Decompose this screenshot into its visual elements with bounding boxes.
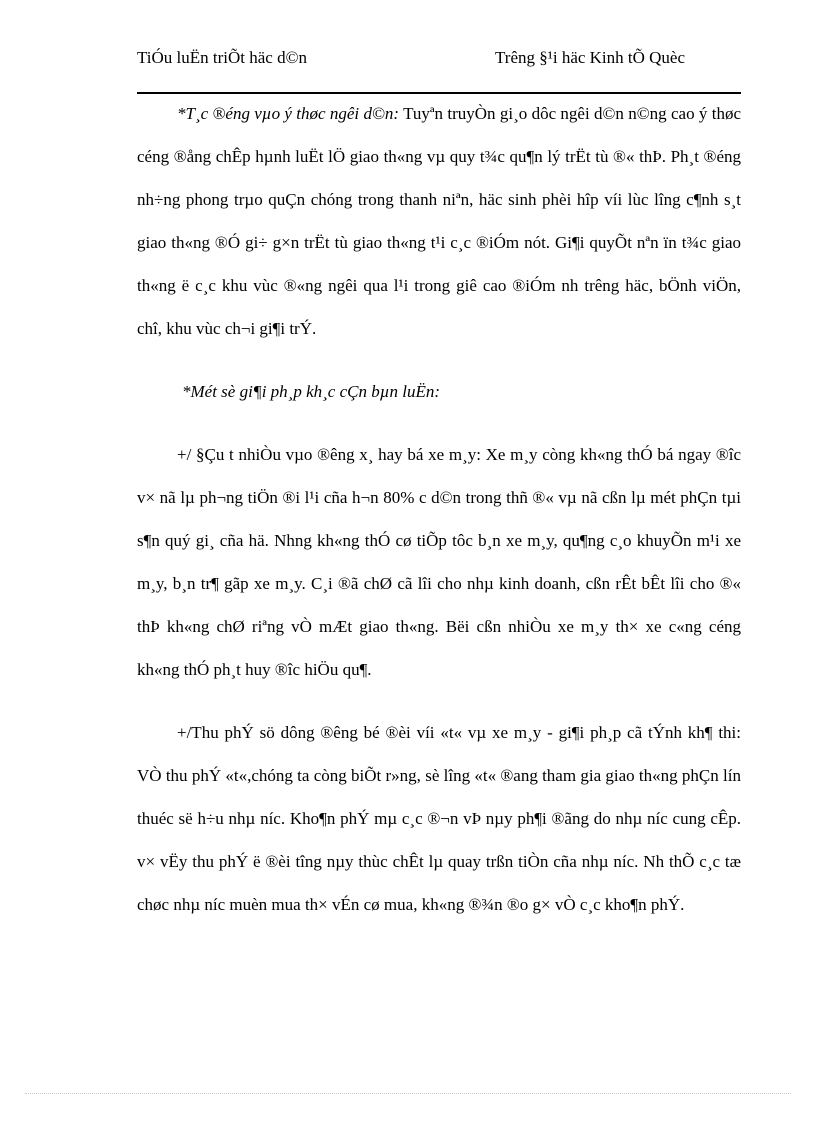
paragraph-motorbikes: +/ §Çu t nhiÒu vµo ®êng x¸ hay bá xe m¸y: Xe m¸y còng kh«ng thÓ bá ngay ®îc v× nã lµ ph¬ng tiÖn ®i l¹i cña h¬n 80% c d©n trong thñ ®« vµ nã cßn lµ mét phÇn tµi s¶n quý gi¸ cña hä. Nhng kh«ng thÓ cø tiÕp tôc b¸n xe m¸y, qu¶ng c¸o khuyÕn m¹i xe m¸y, b¸n tr¶ gãp xe m¸y. C¸i ®ã chØ cã lîi cho nhµ kinh doanh, cßn rÊt bÊt lîi cho ®« thÞ kh«ng chØ riªng vÒ mÆt giao th«ng. Bëi cßn nhiÒu xe m¸y th× xe c«ng céng kh«ng thÓ ph¸t huy ®îc hiÖu qu¶. — [137, 445, 741, 679]
header-left-title: TiÓu luËn triÕt häc d©n — [137, 48, 308, 67]
spacer — [137, 691, 741, 711]
spacer — [137, 350, 741, 370]
page-bottom-dotted-line — [25, 1093, 791, 1094]
paragraph-lead: *T¸c ®éng vµo ý thøc ngêi d©n: — [177, 104, 400, 123]
page-header — [137, 48, 741, 92]
spacer — [137, 413, 741, 433]
body-text — [137, 92, 741, 926]
paragraph-road-fees: +/Thu phÝ sö dông ®êng bé ®èi víi «t« vµ xe m¸y - gi¶i ph¸p cã tÝnh kh¶ thi: VÒ thu phÝ «t«,chóng ta còng biÕt r»ng, sè lîng «t« ®ang tham gia giao th«ng phÇn lín thuéc së h÷u nhµ níc. Kho¶n phÝ mµ c¸c ®¬n vÞ nµy ph¶i ®ãng do nhµ níc cung cÊp. v× vËy thu phÝ ë ®èi tîng nµy thùc chÊt lµ quay trßn tiÒn cña nhµ níc. Nh thÕ c¸c tæ chøc nhµ níc muèn mua th× vÉn cø mua, kh«ng ®¾n ®o g× vÒ c¸c kho¶n phÝ. — [137, 723, 741, 914]
sub-heading: *Mét sè gi¶i ph¸p kh¸c cÇn bµn luËn: — [182, 382, 441, 401]
header-right-title: Trêng §¹i häc Kinh tÕ Quèc — [495, 48, 686, 67]
paragraph-body: Tuyªn truyÒn gi¸o dôc ngêi d©n n©ng cao ý thøc céng ®ång chÊp hµnh luËt lÖ giao th«ng vµ quy t¾c qu¶n lý trËt tù ®« thÞ. Ph¸t ®éng nh÷ng phong trµo quÇn chóng trong thanh niªn, häc sinh phèi hîp víi lùc lîng c¶nh s¸t giao th«ng ®Ó gi÷ g×n trËt tù giao th«ng t¹i c¸c ®iÓm nót. Gi¶i quyÕt nªn ïn t¾c giao th«ng ë c¸c khu vùc ®«ng ngêi qua l¹i trong giê cao ®iÓm nh trêng häc, bÖnh viÖn, chî, khu vùc ch¬i gi¶i trÝ. — [137, 104, 741, 338]
paragraph-awareness — [137, 92, 741, 350]
